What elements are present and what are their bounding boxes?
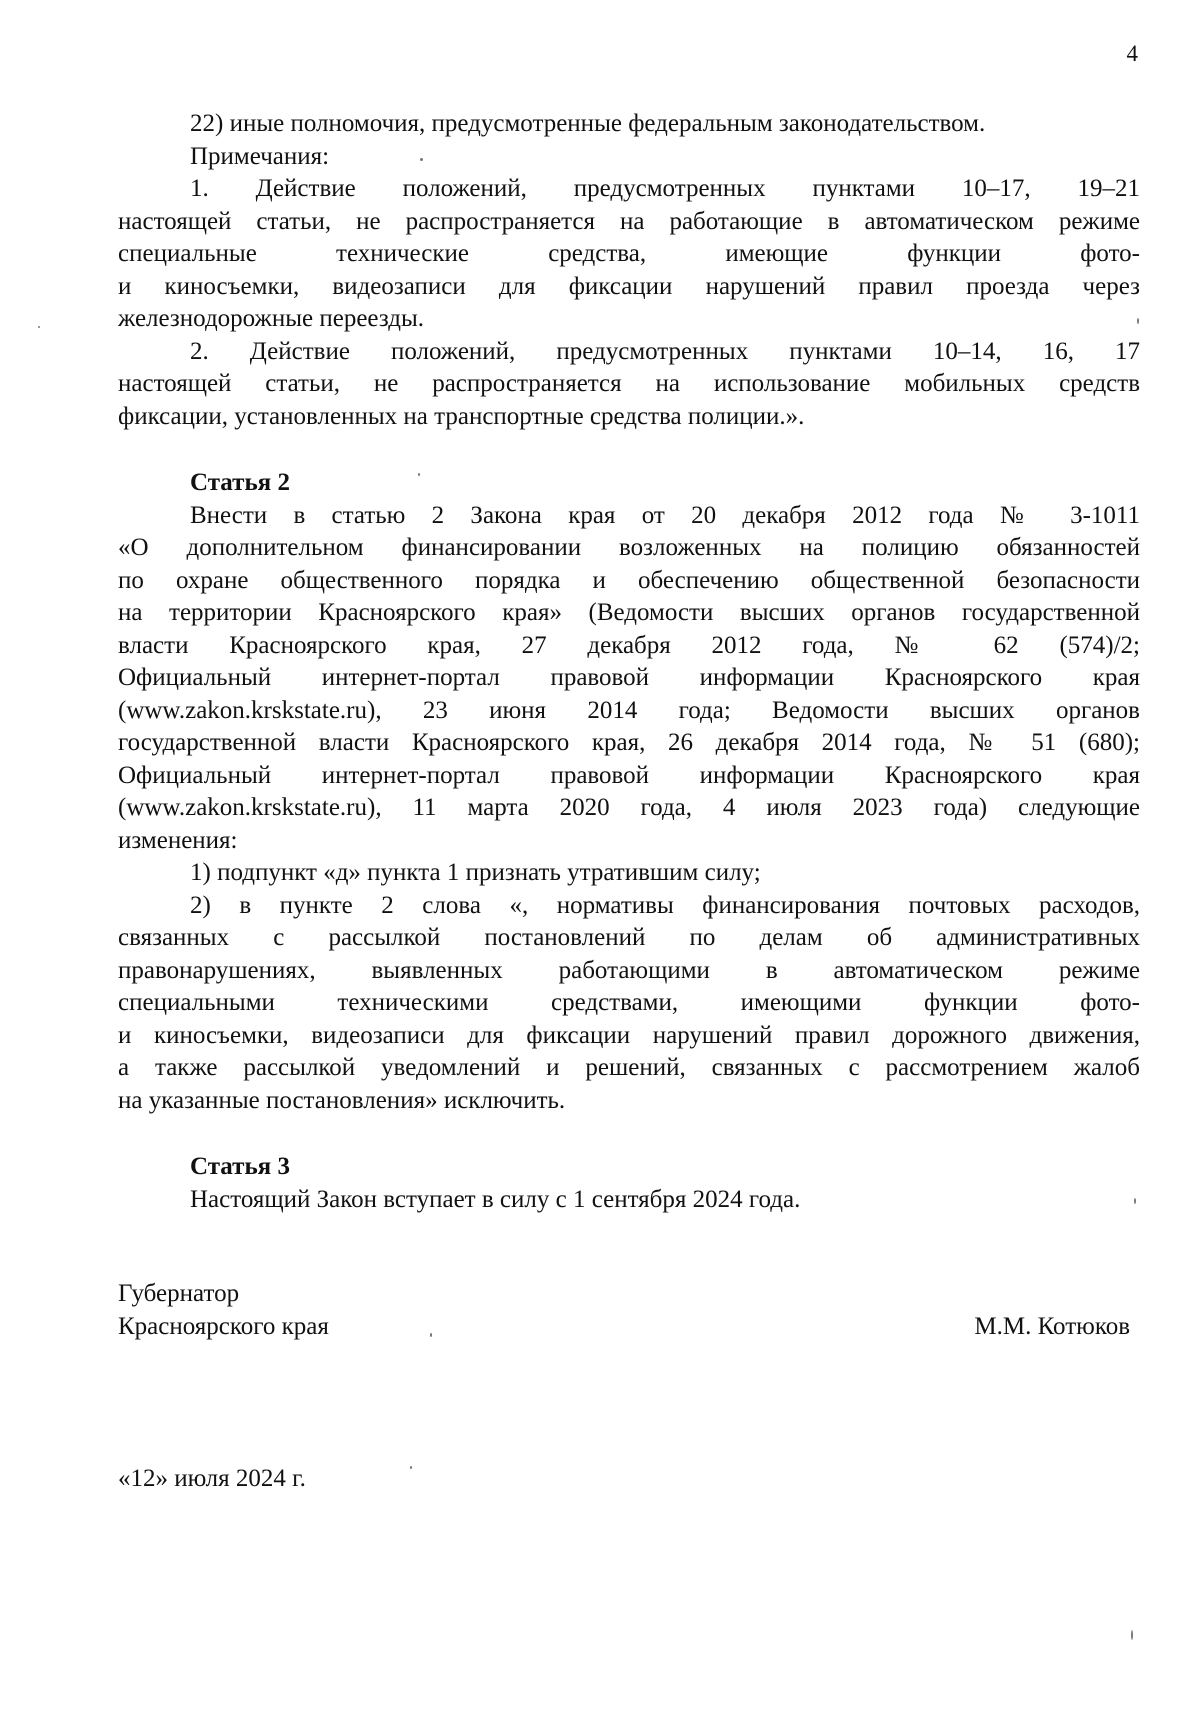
article-2-item-2-line: а также рассылкой уведомлений и решений, связанных с рассмотрением жалоб xyxy=(118,1054,1140,1081)
article-2-line: Внести в статью 2 Закона края от 20 декабря 2012 года № 3-1011 xyxy=(190,501,1140,529)
note-1-line: 1. Действие положений, предусмотренных пунктами 10–17, 19–21 xyxy=(190,175,1140,202)
note-1 xyxy=(118,173,1140,336)
note-2-line: настоящей статьи, не распространяется на использование мобильных средств xyxy=(118,370,1140,397)
scan-speck xyxy=(1131,1630,1133,1640)
article-3-text: Настоящий Закон вступает в силу с 1 сентября 2024 года. xyxy=(190,1185,801,1213)
article-3-heading: Статья 3 xyxy=(190,1153,290,1180)
page-number: 4 xyxy=(1126,41,1138,66)
signature-title-line-2: Красноярского края xyxy=(118,1312,329,1340)
article-2-item-2-line: 2) в пункте 2 слова «, нормативы финансирования почтовых расходов, xyxy=(190,891,1140,919)
note-1-line: и киносъемки, видеозаписи для фиксации нарушений правил проезда через xyxy=(118,272,1140,300)
scan-speck xyxy=(410,1466,412,1469)
article-2-item-2-line: на указанные постановления» исключить. xyxy=(118,1086,566,1114)
scan-speck xyxy=(430,1333,432,1337)
article-2-item-1: 1) подпункт «д» пункта 1 признать утратившим силу; xyxy=(190,859,761,886)
signature-row xyxy=(118,1311,1140,1344)
article-2-heading: Статья 2 xyxy=(190,469,290,496)
article-2-line: изменения: xyxy=(118,826,238,854)
article-2-item-2-line: связанных с рассылкой постановлений по делам об административных xyxy=(118,924,1140,951)
article-2-paragraph xyxy=(118,500,1140,858)
article-2-line: (www.zakon.krskstate.ru), 23 июня 2014 года; Ведомости высших органов xyxy=(118,696,1140,724)
scan-speck xyxy=(418,473,420,476)
article-2-line: на территории Красноярского края» (Ведомости высших органов государственной xyxy=(118,599,1140,626)
article-2-line: по охране общественного порядка и обеспечению общественной безопасности xyxy=(118,566,1140,594)
note-1-line: железнодорожные переезды. xyxy=(118,305,425,332)
article-2-item-2-line: и киносъемки, видеозаписи для фиксации нарушений правил дорожного движения, xyxy=(118,1021,1140,1049)
scan-speck xyxy=(1134,1198,1136,1204)
notes-label: Примечания: xyxy=(190,142,330,170)
note-2 xyxy=(118,336,1140,434)
article-2-line: Официальный интернет-портал правовой информации Красноярского края xyxy=(118,761,1140,789)
signatory-name: М.М. Котюков xyxy=(974,1312,1130,1340)
article-2-line: «О дополнительном финансировании возложенных на полицию обязанностей xyxy=(118,534,1140,561)
scan-speck xyxy=(1137,318,1139,324)
article-2-line: государственной власти Красноярского края, 26 декабря 2014 года, № 51 (680); xyxy=(118,729,1140,756)
article-2-line: Официальный интернет-портал правовой информации Красноярского края xyxy=(118,664,1140,691)
note-2-line: фиксации, установленных на транспортные средства полиции.». xyxy=(118,402,805,430)
item-22: 22) иные полномочия, предусмотренные федеральным законодательством. xyxy=(190,110,986,137)
scan-speck xyxy=(420,158,423,161)
note-2-line: 2. Действие положений, предусмотренных пунктами 10–14, 16, 17 xyxy=(190,337,1140,365)
document-body xyxy=(118,108,1140,1496)
note-1-line: настоящей статьи, не распространяется на работающие в автоматическом режиме xyxy=(118,207,1140,235)
article-2-line: (www.zakon.krskstate.ru), 11 марта 2020 года, 4 июля 2023 года) следующие xyxy=(118,794,1140,821)
article-2-item-2-line: правонарушениях, выявленных работающими в автоматическом режиме xyxy=(118,956,1140,984)
article-2-item-2 xyxy=(118,890,1140,1118)
signature-title-line-1: Губернатор xyxy=(118,1280,240,1307)
article-2-line: власти Красноярского края, 27 декабря 2012 года, № 62 (574)/2; xyxy=(118,631,1140,659)
document-date: «12» июля 2024 г. xyxy=(118,1465,306,1492)
note-1-line: специальные технические средства, имеющие функции фото- xyxy=(118,240,1140,267)
signature-block xyxy=(118,1278,1140,1343)
article-2-item-2-line: специальными техническими средствами, имеющими функции фото- xyxy=(118,989,1140,1016)
scan-speck xyxy=(38,326,40,328)
